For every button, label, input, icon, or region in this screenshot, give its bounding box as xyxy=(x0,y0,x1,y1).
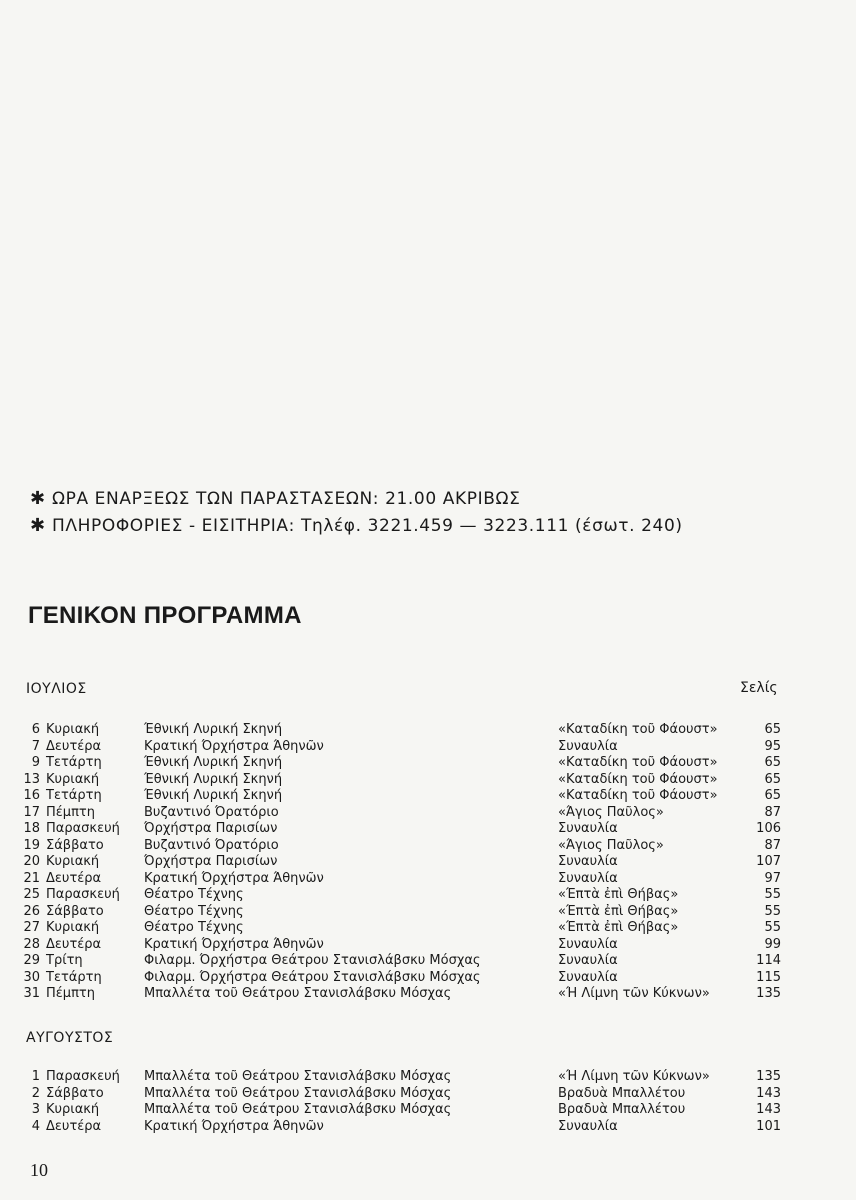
schedule-row xyxy=(0,1086,856,1103)
page-ref: 65 xyxy=(764,722,781,737)
performer: Κρατική Όρχήστρα Άθηνῶν xyxy=(144,738,324,754)
day-number: 1 xyxy=(31,1069,40,1084)
page-ref: 143 xyxy=(756,1102,781,1117)
performer: Κρατική Όρχήστρα Άθηνῶν xyxy=(144,936,324,952)
day-number: 18 xyxy=(23,821,40,836)
work-title: «Ή Λίμνη τῶν Κύκνων» xyxy=(558,1069,710,1084)
performer: Βυζαντινό Όρατόριο xyxy=(144,804,279,820)
day-number: 4 xyxy=(31,1118,40,1134)
page-ref: 101 xyxy=(756,1118,781,1134)
performer: Μπαλλέτα τοῦ Θεάτρου Στανισλάβσκυ Μόσχας xyxy=(144,1069,452,1084)
work-title: Συναυλία xyxy=(558,738,618,754)
schedule-row xyxy=(0,1102,856,1119)
performer: Κρατική Όρχήστρα Άθηνῶν xyxy=(144,1118,324,1134)
page-ref: 55 xyxy=(764,903,781,919)
schedule-row xyxy=(0,904,856,921)
page-ref: 99 xyxy=(764,936,781,952)
work-title: «Ή Λίμνη τῶν Κύκνων» xyxy=(558,986,710,1001)
day-number: 29 xyxy=(23,953,40,968)
day-number: 30 xyxy=(23,969,40,985)
weekday: Σάββατο xyxy=(46,837,104,853)
july-schedule xyxy=(0,722,856,1003)
weekday: Τρίτη xyxy=(46,953,83,968)
work-title: Συναυλία xyxy=(558,821,618,836)
weekday: Κυριακή xyxy=(46,771,100,787)
performer: Φιλαρμ. Όρχήστρα Θεάτρου Στανισλάβσκυ Μόσχας xyxy=(144,953,481,968)
day-number: 28 xyxy=(23,936,40,952)
weekday: Κυριακή xyxy=(46,722,100,737)
weekday: Παρασκευή xyxy=(46,1069,120,1084)
page-number: 10 xyxy=(30,1160,48,1180)
star-bullet-icon: ✱ xyxy=(30,515,46,536)
weekday: Κυριακή xyxy=(46,920,100,935)
notice-text: ΩΡΑ ΕΝΑΡΞΕΩΣ ΤΩΝ ΠΑΡΑΣΤΑΣΕΩΝ: 21.00 ΑΚΡΙΒΩΣ xyxy=(52,489,521,509)
day-number: 25 xyxy=(23,887,40,902)
schedule-row xyxy=(0,953,856,970)
work-title: «Καταδίκη τοῦ Φάουστ» xyxy=(558,771,718,787)
work-title: Συναυλία xyxy=(558,953,618,968)
performer: Θέατρο Τέχνης xyxy=(144,887,244,902)
page-ref: 135 xyxy=(756,986,781,1001)
notice-text: ΠΛΗΡΟΦΟΡΙΕΣ - ΕΙΣΙΤΗΡΙΑ: Τηλέφ. 3221.459 — 3223.111 (έσωτ. 240) xyxy=(52,516,683,536)
weekday: Πέμπτη xyxy=(46,986,95,1001)
work-title: «Άγιος Παῦλος» xyxy=(558,837,664,853)
weekday: Δευτέρα xyxy=(46,738,102,754)
page-ref: 143 xyxy=(756,1085,781,1101)
schedule-row xyxy=(0,722,856,739)
page-ref: 95 xyxy=(764,738,781,754)
page-ref: 106 xyxy=(756,821,781,836)
work-title: Βραδυὰ Μπαλλέτου xyxy=(558,1102,686,1117)
weekday: Τετάρτη xyxy=(46,788,102,803)
work-title: «Έπτὰ ἐπὶ Θήβας» xyxy=(558,903,679,919)
page-ref: 65 xyxy=(764,771,781,787)
weekday: Κυριακή xyxy=(46,854,100,869)
performer: Έθνική Λυρική Σκηνή xyxy=(144,755,283,770)
page-ref: 65 xyxy=(764,788,781,803)
day-number: 7 xyxy=(31,738,40,754)
schedule-row xyxy=(0,788,856,805)
page-ref: 97 xyxy=(764,870,781,886)
day-number: 17 xyxy=(23,804,40,820)
day-number: 13 xyxy=(23,771,40,787)
weekday: Παρασκευή xyxy=(46,821,120,836)
work-title: «Άγιος Παῦλος» xyxy=(558,804,664,820)
schedule-row xyxy=(0,887,856,904)
page-ref: 135 xyxy=(756,1069,781,1084)
performer: Μπαλλέτα τοῦ Θεάτρου Στανισλάβσκυ Μόσχας xyxy=(144,1102,452,1117)
notice-start-time xyxy=(30,488,520,509)
schedule-row xyxy=(0,805,856,822)
weekday: Παρασκευή xyxy=(46,887,120,902)
page-ref: 65 xyxy=(764,755,781,770)
schedule-row xyxy=(0,854,856,871)
work-title: «Καταδίκη τοῦ Φάουστ» xyxy=(558,755,718,770)
performer: Έθνική Λυρική Σκηνή xyxy=(144,722,283,737)
page-ref: 107 xyxy=(756,854,781,869)
performer: Έθνική Λυρική Σκηνή xyxy=(144,771,283,787)
pages-column-header: Σελίς xyxy=(740,680,778,696)
weekday: Κυριακή xyxy=(46,1102,100,1117)
schedule-row xyxy=(0,838,856,855)
work-title: Συναυλία xyxy=(558,969,618,985)
work-title: «Έπτὰ ἐπὶ Θήβας» xyxy=(558,920,679,935)
schedule-row xyxy=(0,821,856,838)
performer: Έθνική Λυρική Σκηνή xyxy=(144,788,283,803)
performer: Θέατρο Τέχνης xyxy=(144,903,244,919)
day-number: 2 xyxy=(31,1085,40,1101)
notice-tickets-info xyxy=(30,515,683,536)
weekday: Τετάρτη xyxy=(46,969,102,985)
day-number: 27 xyxy=(23,920,40,935)
schedule-row xyxy=(0,871,856,888)
performer: Όρχήστρα Παρισίων xyxy=(144,854,278,869)
work-title: «Καταδίκη τοῦ Φάουστ» xyxy=(558,788,718,803)
work-title: Βραδυὰ Μπαλλέτου xyxy=(558,1085,686,1101)
day-number: 20 xyxy=(23,854,40,869)
page-ref: 115 xyxy=(756,969,781,985)
day-number: 6 xyxy=(31,722,40,737)
performer: Μπαλλέτα τοῦ Θεάτρου Στανισλάβσκυ Μόσχας xyxy=(144,986,452,1001)
page-ref: 55 xyxy=(764,887,781,902)
star-bullet-icon: ✱ xyxy=(30,488,46,509)
schedule-row xyxy=(0,937,856,954)
weekday: Πέμπτη xyxy=(46,804,95,820)
work-title: Συναυλία xyxy=(558,854,618,869)
schedule-row xyxy=(0,970,856,987)
page-ref: 87 xyxy=(764,837,781,853)
august-schedule xyxy=(0,1069,856,1135)
schedule-row xyxy=(0,920,856,937)
work-title: Συναυλία xyxy=(558,1118,618,1134)
day-number: 9 xyxy=(31,755,40,770)
schedule-row xyxy=(0,772,856,789)
performer: Κρατική Όρχήστρα Άθηνῶν xyxy=(144,870,324,886)
month-heading-august: ΑΥΓΟΥΣΤΟΣ xyxy=(26,1030,114,1046)
day-number: 16 xyxy=(23,788,40,803)
performer: Μπαλλέτα τοῦ Θεάτρου Στανισλάβσκυ Μόσχας xyxy=(144,1085,452,1101)
performer: Όρχήστρα Παρισίων xyxy=(144,821,278,836)
day-number: 26 xyxy=(23,903,40,919)
work-title: «Έπτὰ ἐπὶ Θήβας» xyxy=(558,887,679,902)
schedule-row xyxy=(0,986,856,1003)
page-ref: 114 xyxy=(756,953,781,968)
page-title: ΓΕΝΙΚΟΝ ΠΡΟΓΡΑΜΜΑ xyxy=(28,602,302,629)
work-title: «Καταδίκη τοῦ Φάουστ» xyxy=(558,722,718,737)
weekday: Τετάρτη xyxy=(46,755,102,770)
performer: Βυζαντινό Όρατόριο xyxy=(144,837,279,853)
performer: Θέατρο Τέχνης xyxy=(144,920,244,935)
page-ref: 87 xyxy=(764,804,781,820)
day-number: 31 xyxy=(23,986,40,1001)
schedule-row xyxy=(0,1069,856,1086)
page-ref: 55 xyxy=(764,920,781,935)
weekday: Δευτέρα xyxy=(46,1118,102,1134)
work-title: Συναυλία xyxy=(558,936,618,952)
work-title: Συναυλία xyxy=(558,870,618,886)
day-number: 21 xyxy=(23,870,40,886)
schedule-row xyxy=(0,755,856,772)
day-number: 3 xyxy=(31,1102,40,1117)
month-heading-july: ΙΟΥΛΙΟΣ xyxy=(26,681,87,697)
weekday: Δευτέρα xyxy=(46,870,102,886)
weekday: Σάββατο xyxy=(46,1085,104,1101)
day-number: 19 xyxy=(23,837,40,853)
weekday: Δευτέρα xyxy=(46,936,102,952)
schedule-row xyxy=(0,739,856,756)
schedule-row xyxy=(0,1119,856,1136)
performer: Φιλαρμ. Όρχήστρα Θεάτρου Στανισλάβσκυ Μόσχας xyxy=(144,969,481,985)
weekday: Σάββατο xyxy=(46,903,104,919)
